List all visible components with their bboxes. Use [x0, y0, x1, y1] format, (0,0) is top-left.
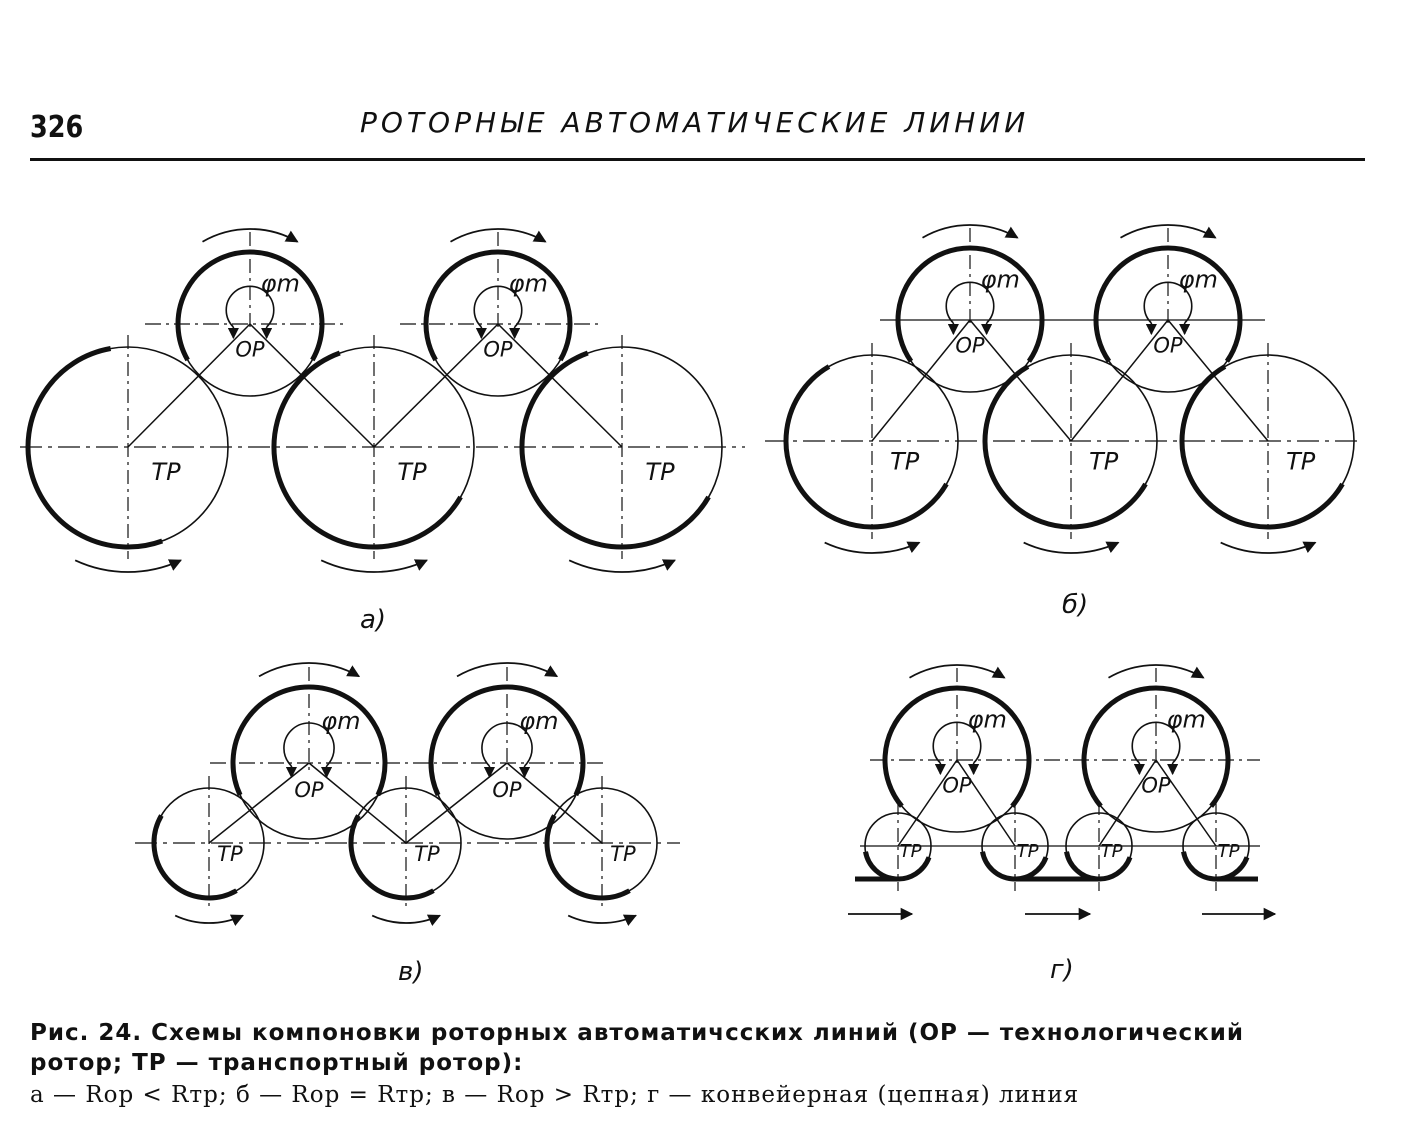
caption-line-1: Рис. 24. Схемы компоновки роторных автоматичсских линий (ОР — технологический [30, 1020, 1245, 1046]
phi-m-label: φm [260, 269, 300, 298]
rotation-arrow [1024, 543, 1119, 553]
page-number: 326 [30, 110, 84, 145]
running-title: РОТОРНЫЕ АВТОМАТИЧЕСКИЕ ЛИНИИ [360, 106, 1030, 139]
rotation-arrow [568, 916, 636, 923]
tp-label: ТР [899, 840, 922, 862]
rotation-arrow [569, 560, 675, 572]
tp-label: ТР [217, 842, 243, 867]
operating-rotor-1-radius-1 [309, 763, 406, 843]
tp-label: ТР [1089, 447, 1119, 476]
operating-rotor-1-radius-0 [898, 760, 957, 846]
rotation-arrow [372, 916, 440, 923]
phi-m-label: φm [1178, 265, 1218, 294]
phi-m-label: φm [519, 706, 559, 735]
operating-rotor-2-radius-0 [374, 324, 498, 447]
op-label: ОР [483, 337, 513, 362]
rotation-arrow [1221, 543, 1316, 553]
transport-rotor-3-heavy-arc [1182, 367, 1342, 527]
rotation-arrow [321, 560, 427, 572]
transport-rotor-3-heavy-arc [522, 353, 709, 547]
tp-label: ТР [890, 447, 920, 476]
operating-rotor-1-radius-1 [957, 760, 1015, 846]
panel-label-c: в) [398, 957, 424, 987]
transport-rotor-2-heavy-arc [985, 367, 1145, 527]
operating-rotor-1-radius-0 [209, 763, 309, 843]
rotation-arrow [175, 916, 243, 923]
rotation-arrow [825, 543, 920, 553]
operating-rotor-2-radius-0 [1099, 760, 1156, 846]
tp-label: ТР [1016, 840, 1039, 862]
tp-label: ТР [414, 842, 440, 867]
panel-label-b: б) [1062, 590, 1089, 620]
caption-line-2: ротор; ТР — транспортный ротор): [30, 1050, 524, 1076]
rotation-arrow [75, 560, 181, 572]
panel-c [135, 663, 680, 923]
caption-line-3: а — Rор < Rтр; б — Rор = Rтр; в — Rор > Rтр; г — конвейерная (цепная) линия [30, 1082, 1080, 1108]
panel-label-a: а) [360, 605, 387, 635]
tp-label: ТР [645, 458, 675, 486]
transport-rotor-2-heavy-arc [274, 353, 461, 547]
transport-rotor-1-heavy-arc [28, 349, 162, 547]
op-label: ОР [955, 333, 985, 358]
figure-caption [30, 1018, 1360, 1110]
tp-label: ТР [1286, 447, 1316, 476]
phi-m-label: φm [321, 706, 361, 735]
operating-rotor-2-radius-1 [507, 763, 602, 843]
transport-rotor-1-heavy-arc [786, 367, 946, 527]
tp-label: ТР [1100, 840, 1123, 862]
op-label: ОР [294, 778, 324, 803]
panel-b [765, 225, 1360, 553]
phi-m-label: φm [967, 705, 1007, 734]
operating-rotor-1-radius-0 [128, 324, 250, 447]
panel-label-d: г) [1050, 955, 1074, 985]
panel-d [848, 665, 1275, 914]
panel-a [20, 229, 745, 572]
operating-rotor-2-radius-1 [498, 324, 622, 447]
phi-m-label: φm [980, 265, 1020, 294]
op-label: ОР [1153, 333, 1183, 358]
operating-rotor-2-radius-0 [1071, 320, 1168, 441]
phi-m-label: φm [1166, 705, 1206, 734]
operating-rotor-2-radius-0 [406, 763, 507, 843]
tp-label: ТР [397, 458, 427, 486]
operating-rotor-1-radius-1 [250, 324, 374, 447]
tp-label: ТР [151, 458, 181, 486]
panel-labels [360, 590, 1088, 987]
tp-label: ТР [1217, 840, 1240, 862]
tp-label: ТР [610, 842, 636, 867]
op-label: ОР [492, 778, 522, 803]
op-label: ОР [235, 337, 265, 362]
op-label: ОР [1141, 773, 1171, 798]
op-label: ОР [942, 773, 972, 798]
phi-m-label: φm [508, 269, 548, 298]
